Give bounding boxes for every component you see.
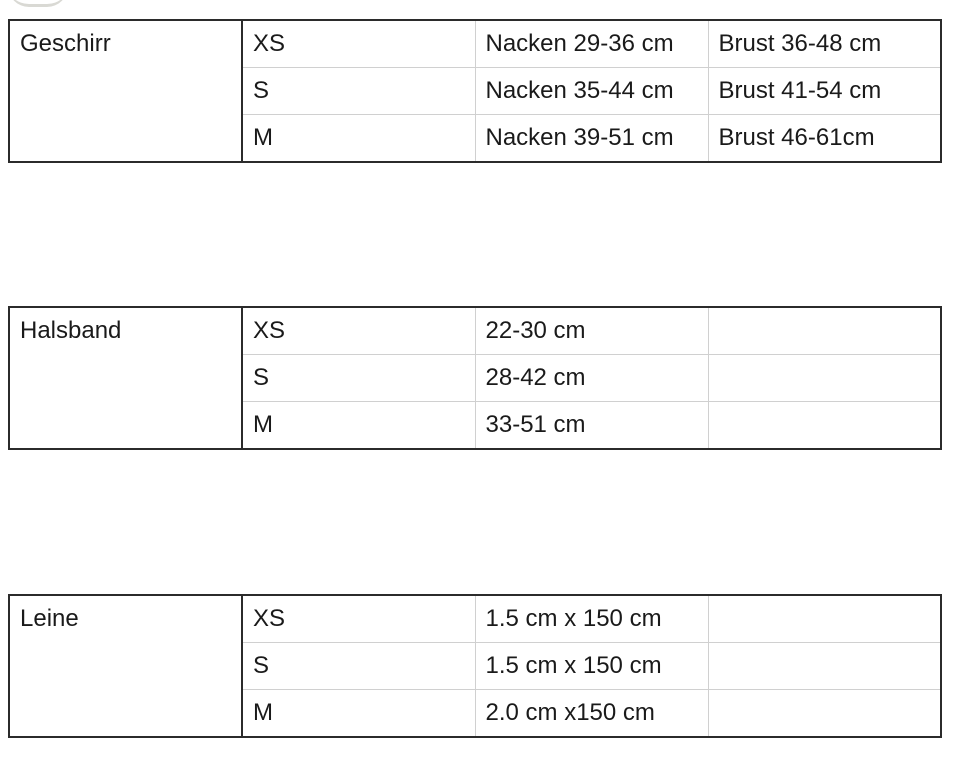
size-table-geschirr <box>8 19 942 163</box>
measure-cell <box>708 595 941 643</box>
size-cell: XS <box>242 307 475 355</box>
table-row <box>9 307 941 355</box>
measure-cell: 33-51 cm <box>475 402 708 450</box>
measure-cell <box>708 355 941 402</box>
size-cell: S <box>242 355 475 402</box>
measure-cell: 22-30 cm <box>475 307 708 355</box>
category-label: Leine <box>9 595 242 737</box>
measure-cell: 2.0 cm x150 cm <box>475 690 708 738</box>
measure-cell: 1.5 cm x 150 cm <box>475 643 708 690</box>
size-cell: M <box>242 690 475 738</box>
size-cell: M <box>242 402 475 450</box>
measure-cell: 1.5 cm x 150 cm <box>475 595 708 643</box>
size-table-halsband <box>8 306 942 450</box>
measure-cell: Nacken 39-51 cm <box>475 115 708 163</box>
measure-cell <box>708 402 941 450</box>
measure-cell <box>708 690 941 738</box>
measure-cell: Nacken 29-36 cm <box>475 20 708 68</box>
table-row <box>9 595 941 643</box>
measure-cell <box>708 643 941 690</box>
table-row <box>9 20 941 68</box>
category-label: Geschirr <box>9 20 242 162</box>
measure-cell: Brust 41-54 cm <box>708 68 941 115</box>
measure-cell: Nacken 35-44 cm <box>475 68 708 115</box>
size-cell: S <box>242 643 475 690</box>
size-cell: XS <box>242 595 475 643</box>
measure-cell <box>708 307 941 355</box>
measure-cell: 28-42 cm <box>475 355 708 402</box>
size-cell: M <box>242 115 475 163</box>
measure-cell: Brust 36-48 cm <box>708 20 941 68</box>
measure-cell: Brust 46-61cm <box>718 124 875 151</box>
size-cell: XS <box>242 20 475 68</box>
top-edge-decoration <box>8 0 68 7</box>
size-table-leine <box>8 594 942 738</box>
category-label: Halsband <box>9 307 242 449</box>
size-cell: S <box>242 68 475 115</box>
